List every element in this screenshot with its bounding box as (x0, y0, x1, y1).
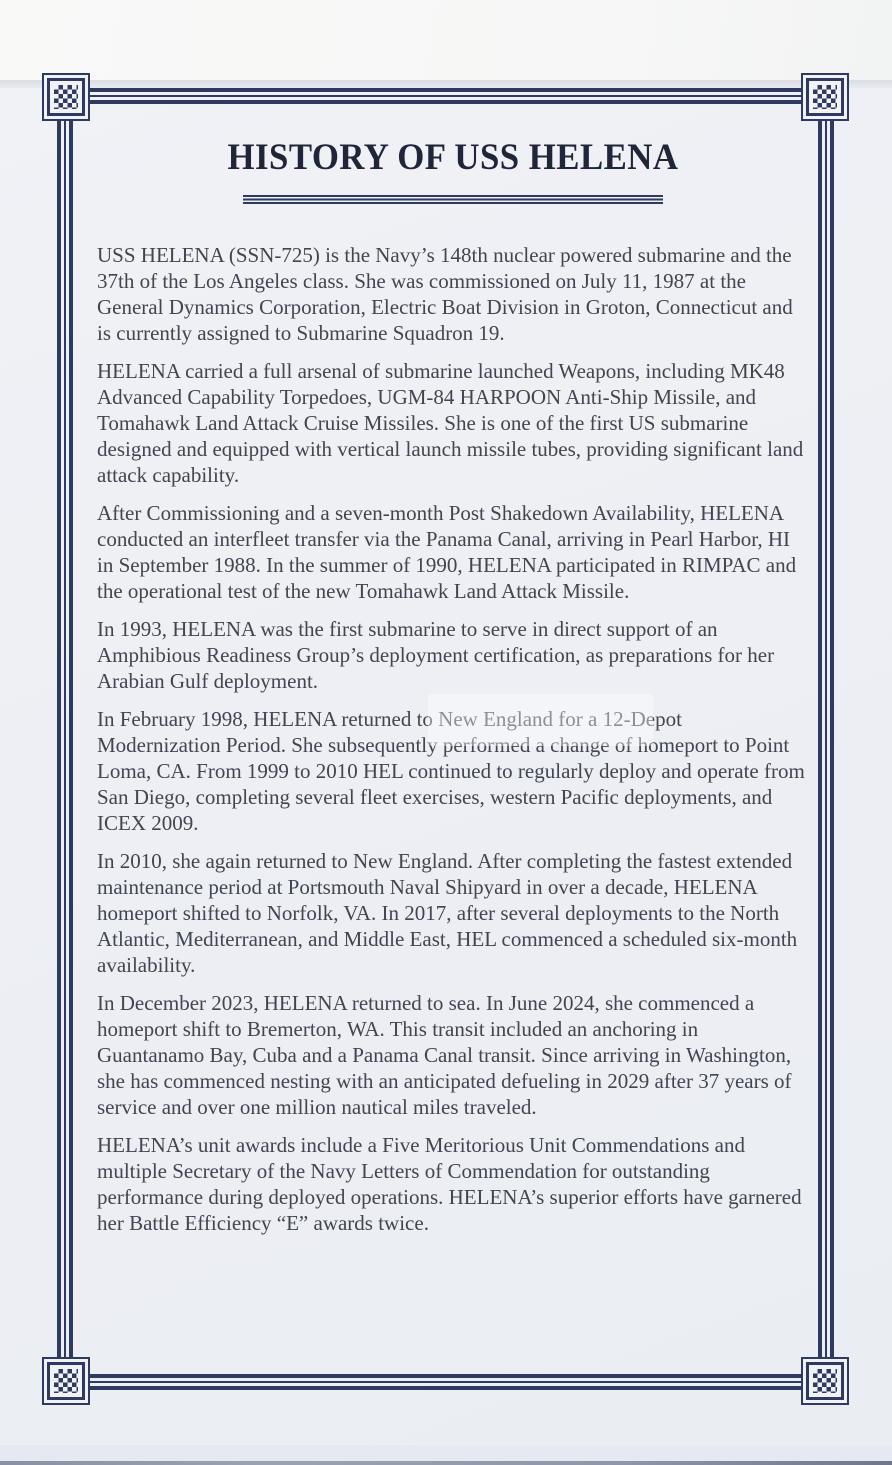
document-content (97, 136, 809, 1248)
border-corner-ornament-top-left (47, 78, 85, 116)
history-paragraph: In February 1998, HELENA returned to New England for a 12-Depot Modernization Period. She subsequently performed a change of homeport to Point Loma, CA. From 1999 to 2010 HEL continued to regularly deploy and operate from San Diego, completing several fleet exercises, western Pacific deployments, and ICEX 2009. (97, 707, 805, 835)
history-paragraph: In 1993, HELENA was the first submarine to serve in direct support of an Amphibious Readiness Group’s deployment certification, as preparations for her Arabian Gulf deployment. (97, 617, 775, 693)
history-paragraph: USS HELENA (SSN-725) is the Navy’s 148th nuclear powered submarine and the 37th of the Los Angeles class. She was commissioned on July 11, 1987 at the General Dynamics Corporation, Electric Boat Division in Groton, Connecticut and is currently assigned to Submarine Squadron 19. (97, 243, 793, 345)
checkerboard-ornament (54, 1369, 78, 1393)
border-corner-ornament-bottom-left (47, 1362, 85, 1400)
history-paragraph: After Commissioning and a seven-month Post Shakedown Availability, HELENA conducted an interfleet transfer via the Panama Canal, arriving in Pearl Harbor, HI in September 1988. In the summer of 1990, HELENA participated in RIMPAC and the operational test of the new Tomahawk Land Attack Missile. (97, 501, 797, 603)
border-corner-ornament-top-right (806, 78, 844, 116)
checkerboard-ornament (54, 85, 78, 109)
scan-top-shadow (0, 80, 892, 88)
checkerboard-ornament (813, 85, 837, 109)
title-divider (243, 195, 663, 204)
history-paragraph: In December 2023, HELENA returned to sea. In June 2024, she commenced a homeport shift to Bremerton, WA. This transit included an anchoring in Guantanamo Bay, Cuba and a Panama Canal transit. Since arriving in Washington, she has commenced nesting with an anticipated defueling in 2029 after 37 years of service and over one million nautical miles traveled. (97, 991, 792, 1119)
history-paragraph: HELENA’s unit awards include a Five Meritorious Unit Commendations and multiple Secretary of the Navy Letters of Commendation for outstanding performance during deployed operations. HELENA’s superior efforts have garnered her Battle Efficiency “E” awards twice. (97, 1133, 802, 1235)
scan-bottom-edge-line (0, 1461, 892, 1465)
checkerboard-ornament (813, 1369, 837, 1393)
history-paragraph: In 2010, she again returned to New England. After completing the fastest extended maintenance period at Portsmouth Naval Shipyard in over a decade, HELENA homeport shifted to Norfolk, VA. In 2017, after several deployments to the North Atlantic, Mediterranean, and Middle East, HEL commenced a scheduled six-month availability. (97, 849, 798, 977)
history-paragraph: HELENA carried a full arsenal of submarine launched Weapons, including MK48 Advanced Capability Torpedoes, UGM-84 HARPOON Anti-Ship Missile, and Tomahawk Land Attack Cruise Missiles. She is one of the first US submarine designed and equipped with vertical launch missile tubes, providing significant land attack capability. (97, 359, 804, 487)
scan-top-band (0, 0, 892, 84)
scan-light-patch-artifact (428, 694, 653, 746)
page-title: HISTORY OF USS HELENA (227, 137, 679, 178)
border-corner-ornament-bottom-right (806, 1362, 844, 1400)
